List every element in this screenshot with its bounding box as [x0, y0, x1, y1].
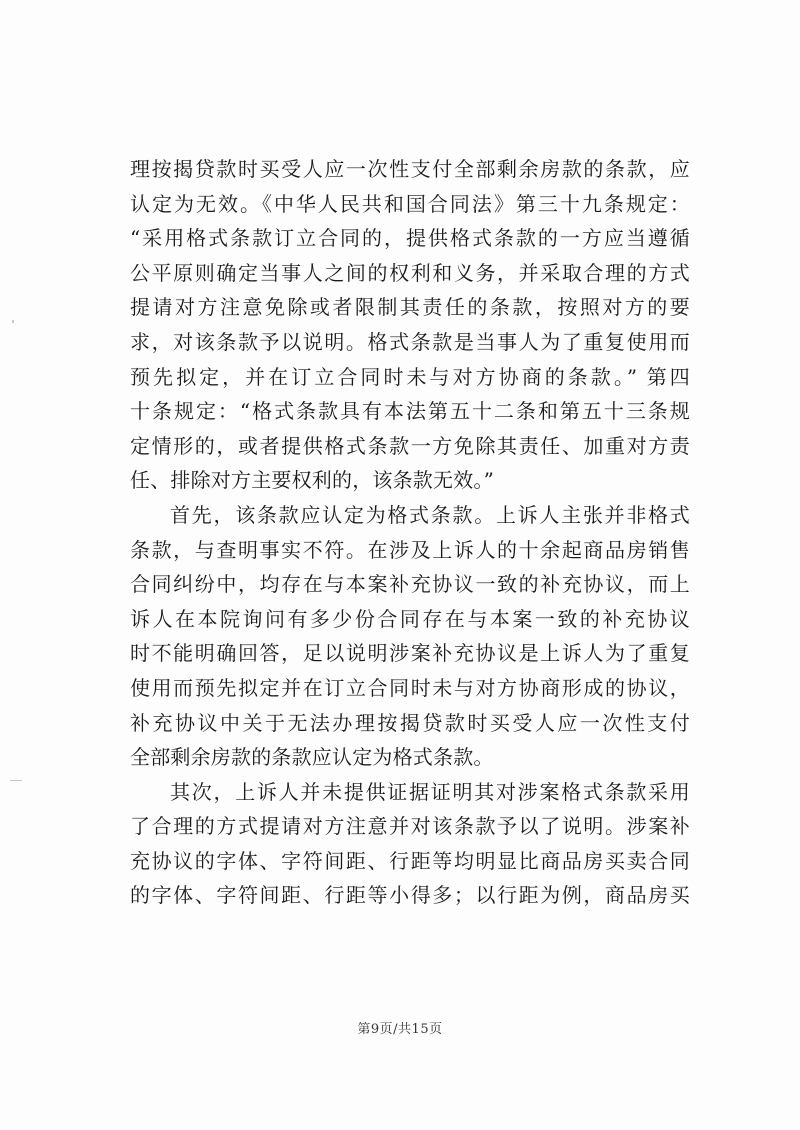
text-line: 了合理的方式提请对方注意并对该条款予以了说明。涉案补: [130, 814, 690, 839]
body-text: [130, 152, 690, 913]
text-line: 首先，该条款应认定为格式条款。上诉人主张并非格式: [170, 502, 690, 527]
page-footer: 第9页/共15页: [357, 1022, 443, 1037]
text-line: 提请对方注意免除或者限制其责任的条款，按照对方的要: [130, 295, 690, 320]
text-line: 的字体、字符间距、行距等小得多；以行距为例，商品房买: [130, 883, 690, 908]
scan-speck: [10, 780, 22, 781]
text-line: 诉人在本院询问有多少份合同存在与本案一致的补充协议: [130, 606, 690, 631]
text-line: 理按揭贷款时买受人应一次性支付全部剩余房款的条款，应: [130, 157, 690, 181]
text-line: 使用而预先拟定并在订立合同时未与对方协商形成的协议，: [130, 675, 690, 700]
text-line: 条款，与查明事实不符。在涉及上诉人的十余起商品房销售: [130, 537, 690, 562]
text-line: 时不能明确回答，足以说明涉案补充协议是上诉人为了重复: [130, 641, 690, 666]
text-line: 其次，上诉人并未提供证据证明其对涉案格式条款采用: [170, 779, 690, 804]
text-line: 充协议的字体、字符间距、行距等均明显比商品房买卖合同: [130, 848, 690, 873]
scan-speck: [12, 320, 14, 323]
text-line: 认定为无效。《中华人民共和国合同法》第三十九条规定：: [130, 191, 690, 216]
text-line: 求，对该条款予以说明。格式条款是当事人为了重复使用而: [130, 329, 690, 354]
text-line: 定情形的，或者提供格式条款一方免除其责任、加重对方责: [130, 433, 690, 458]
text-line: 十条规定：“格式条款具有本法第五十二条和第五十三条规: [130, 399, 690, 424]
text-line: 全部剩余房款的条款应认定为格式条款。: [130, 745, 494, 770]
text-line: 预先拟定，并在订立合同时未与对方协商的条款。” 第四: [130, 364, 690, 389]
text-line: “采用格式条款订立合同的，提供格式条款的一方应当遵循: [130, 226, 690, 251]
text-line: 公平原则确定当事人之间的权利和义务，并采取合理的方式: [130, 260, 690, 285]
text-line: 合同纠纷中，均存在与本案补充协议一致的补充协议，而上: [130, 572, 690, 597]
text-line: 任、排除对方主要权利的，该条款无效。”: [130, 468, 495, 493]
text-line: 补充协议中关于无法办理按揭贷款时买受人应一次性支付: [130, 710, 690, 735]
